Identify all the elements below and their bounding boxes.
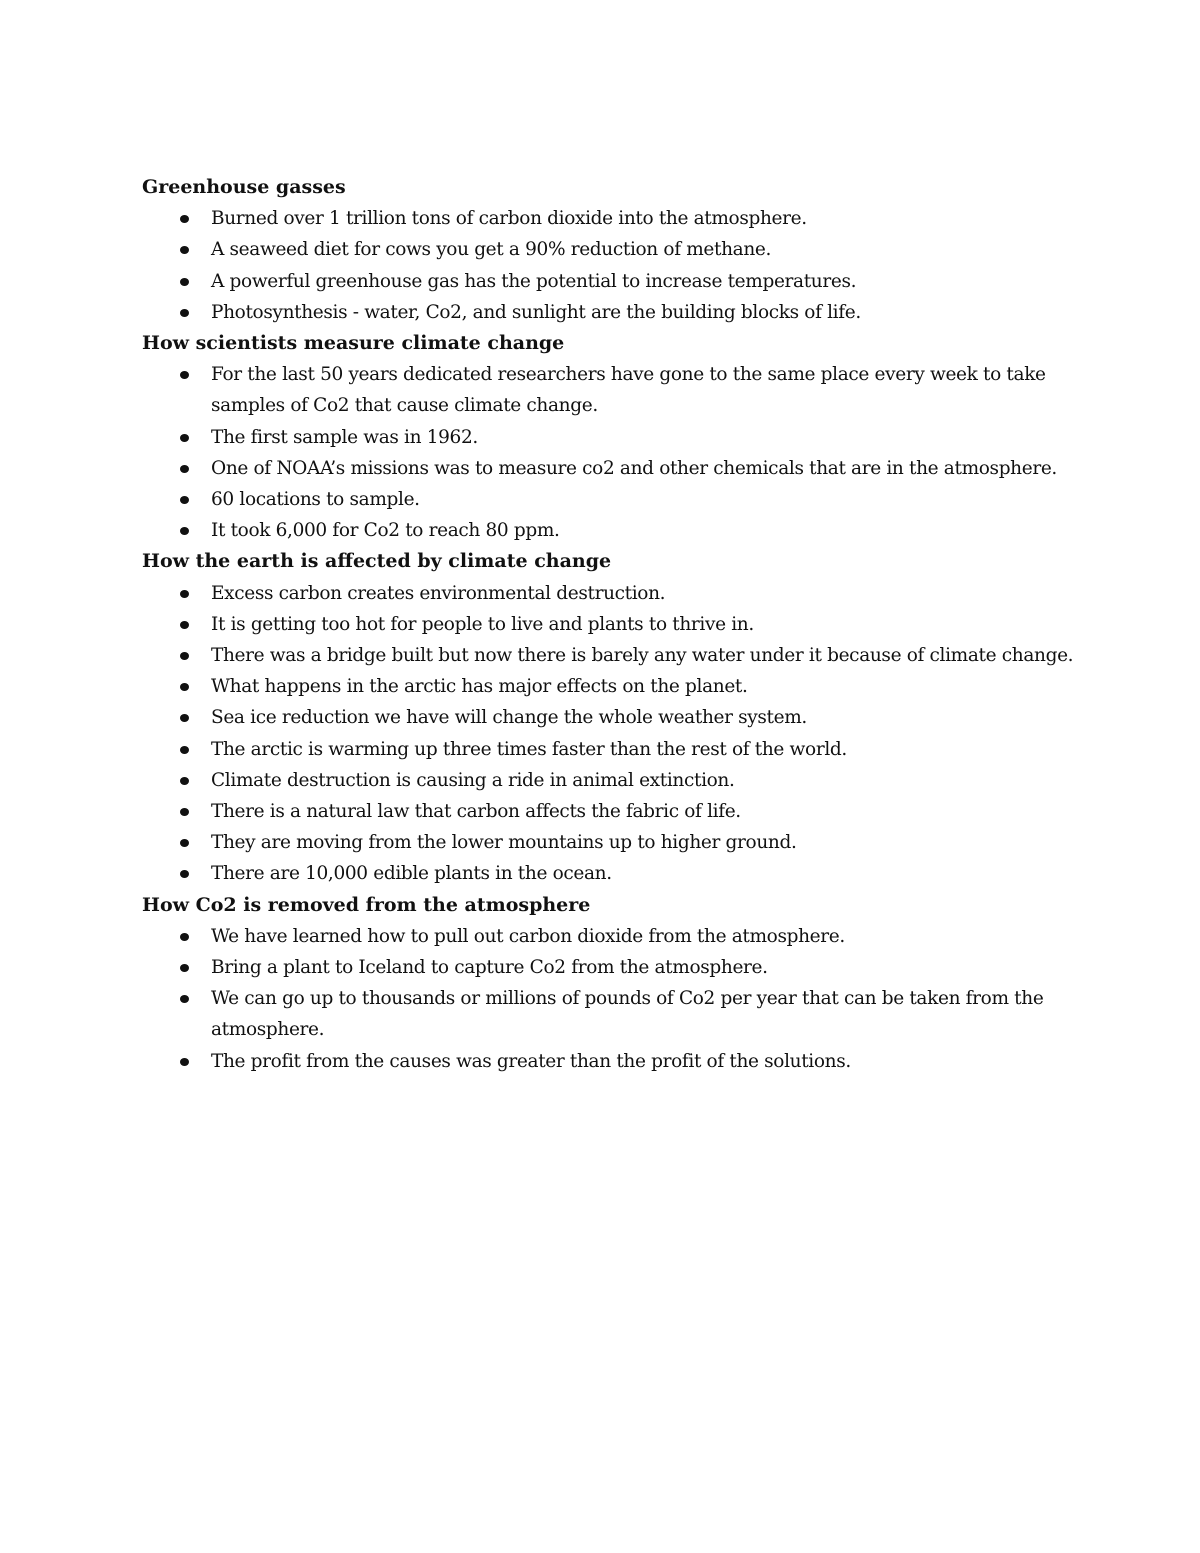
section-greenhouse-gasses (142, 172, 1062, 328)
bullet-item (142, 609, 1091, 640)
bullet-icon (180, 246, 189, 254)
bullet-text: There are 10,000 edible plants in the ocean. (211, 863, 612, 885)
bullet-item (142, 453, 1091, 484)
bullet-item (142, 578, 1091, 609)
bullet-item (142, 203, 1091, 234)
bullet-item (142, 765, 1091, 796)
bullet-item (142, 796, 1091, 827)
section-heading: Greenhouse gasses (142, 176, 346, 198)
bullet-text: The profit from the causes was greater than the profit of the solutions. (211, 1050, 851, 1072)
bullet-text: For the last 50 years dedicated researchers have gone to the same place every week to take samples of Co2 that cause climate change. (211, 364, 1046, 417)
bullet-text: Bring a plant to Iceland to capture Co2 from the atmosphere. (211, 957, 768, 979)
bullet-text: A powerful greenhouse gas has the potential to increase temperatures. (211, 270, 857, 292)
document-content (142, 172, 1074, 1077)
bullet-text: They are moving from the lower mountains up to higher ground. (211, 832, 797, 854)
bullet-list (142, 921, 1062, 1077)
bullet-text: 60 locations to sample. (211, 489, 420, 510)
bullet-item (142, 734, 1091, 765)
bullet-item (142, 266, 1091, 297)
bullet-item (142, 858, 1091, 889)
bullet-item (142, 702, 1091, 733)
bullet-item (142, 827, 1091, 858)
bullet-icon (180, 839, 189, 847)
bullet-text: One of NOAA’s missions was to measure co2 and other chemicals that are in the atmosphere. (211, 457, 1057, 479)
bullet-icon (180, 746, 189, 754)
bullet-icon (180, 590, 189, 598)
bullet-text: There is a natural law that carbon affects the fabric of life. (211, 801, 741, 823)
bullet-text: Excess carbon creates environmental destruction. (211, 582, 666, 604)
bullet-item (142, 297, 1091, 328)
bullet-icon (180, 714, 189, 722)
bullet-text: Sea ice reduction we have will change the whole weather system. (211, 707, 807, 729)
bullet-text: The first sample was in 1962. (211, 426, 478, 448)
bullet-icon (180, 621, 189, 629)
bullet-list (142, 359, 1062, 546)
bullet-item (142, 359, 1091, 421)
bullet-text: It took 6,000 for Co2 to reach 80 ppm. (211, 520, 560, 542)
section-co2-removed (142, 890, 1062, 1077)
bullet-item (142, 921, 1091, 952)
bullet-icon (180, 870, 189, 878)
bullet-item (142, 422, 1091, 453)
bullet-icon (180, 995, 189, 1003)
section-heading: How Co2 is removed from the atmosphere (142, 893, 591, 916)
bullet-item (142, 952, 1091, 983)
bullet-text: A seaweed diet for cows you get a 90% reduction of methane. (211, 239, 772, 261)
bullet-icon (180, 964, 189, 972)
bullet-item (142, 484, 1091, 515)
bullet-icon (180, 777, 189, 785)
bullet-icon (180, 371, 189, 379)
bullet-list (142, 578, 1074, 890)
bullet-icon (180, 1058, 189, 1066)
bullet-icon (180, 434, 189, 442)
bullet-icon (180, 309, 189, 317)
bullet-text: We have learned how to pull out carbon dioxide from the atmosphere. (211, 925, 845, 947)
bullet-text: It is getting too hot for people to live and plants to thrive in. (211, 613, 754, 635)
bullet-text: What happens in the arctic has major effects on the planet. (211, 676, 748, 698)
section-heading: How the earth is affected by climate change (142, 550, 612, 573)
bullet-item (142, 1046, 1091, 1077)
bullet-icon (180, 933, 189, 941)
bullet-icon (180, 465, 189, 473)
bullet-text: The arctic is warming up three times faster than the rest of the world. (211, 738, 847, 760)
bullet-icon (180, 496, 189, 504)
bullet-list (142, 203, 1062, 328)
bullet-text: There was a bridge built but now there is barely any water under it because of climate change. (211, 645, 1074, 666)
bullet-text: Photosynthesis - water, Co2, and sunlight are the building blocks of life. (211, 301, 861, 323)
bullet-icon (180, 527, 189, 535)
bullet-icon (180, 652, 189, 660)
section-how-scientists-measure (142, 328, 1062, 546)
bullet-text: We can go up to thousands or millions of pounds of Co2 per year that can be taken from the atmosphere. (211, 988, 1044, 1041)
bullet-item (142, 983, 1091, 1045)
bullet-item (142, 671, 1091, 702)
section-earth-affected (142, 546, 1074, 889)
bullet-icon (180, 215, 189, 223)
bullet-icon (180, 808, 189, 816)
bullet-icon (180, 683, 189, 691)
bullet-icon (180, 278, 189, 286)
bullet-text: Climate destruction is causing a ride in animal extinction. (211, 769, 735, 791)
bullet-text: Burned over 1 trillion tons of carbon dioxide into the atmosphere. (211, 208, 807, 230)
bullet-item (142, 640, 1091, 671)
bullet-item (142, 234, 1091, 265)
bullet-item (142, 515, 1091, 546)
section-heading: How scientists measure climate change (142, 332, 565, 354)
